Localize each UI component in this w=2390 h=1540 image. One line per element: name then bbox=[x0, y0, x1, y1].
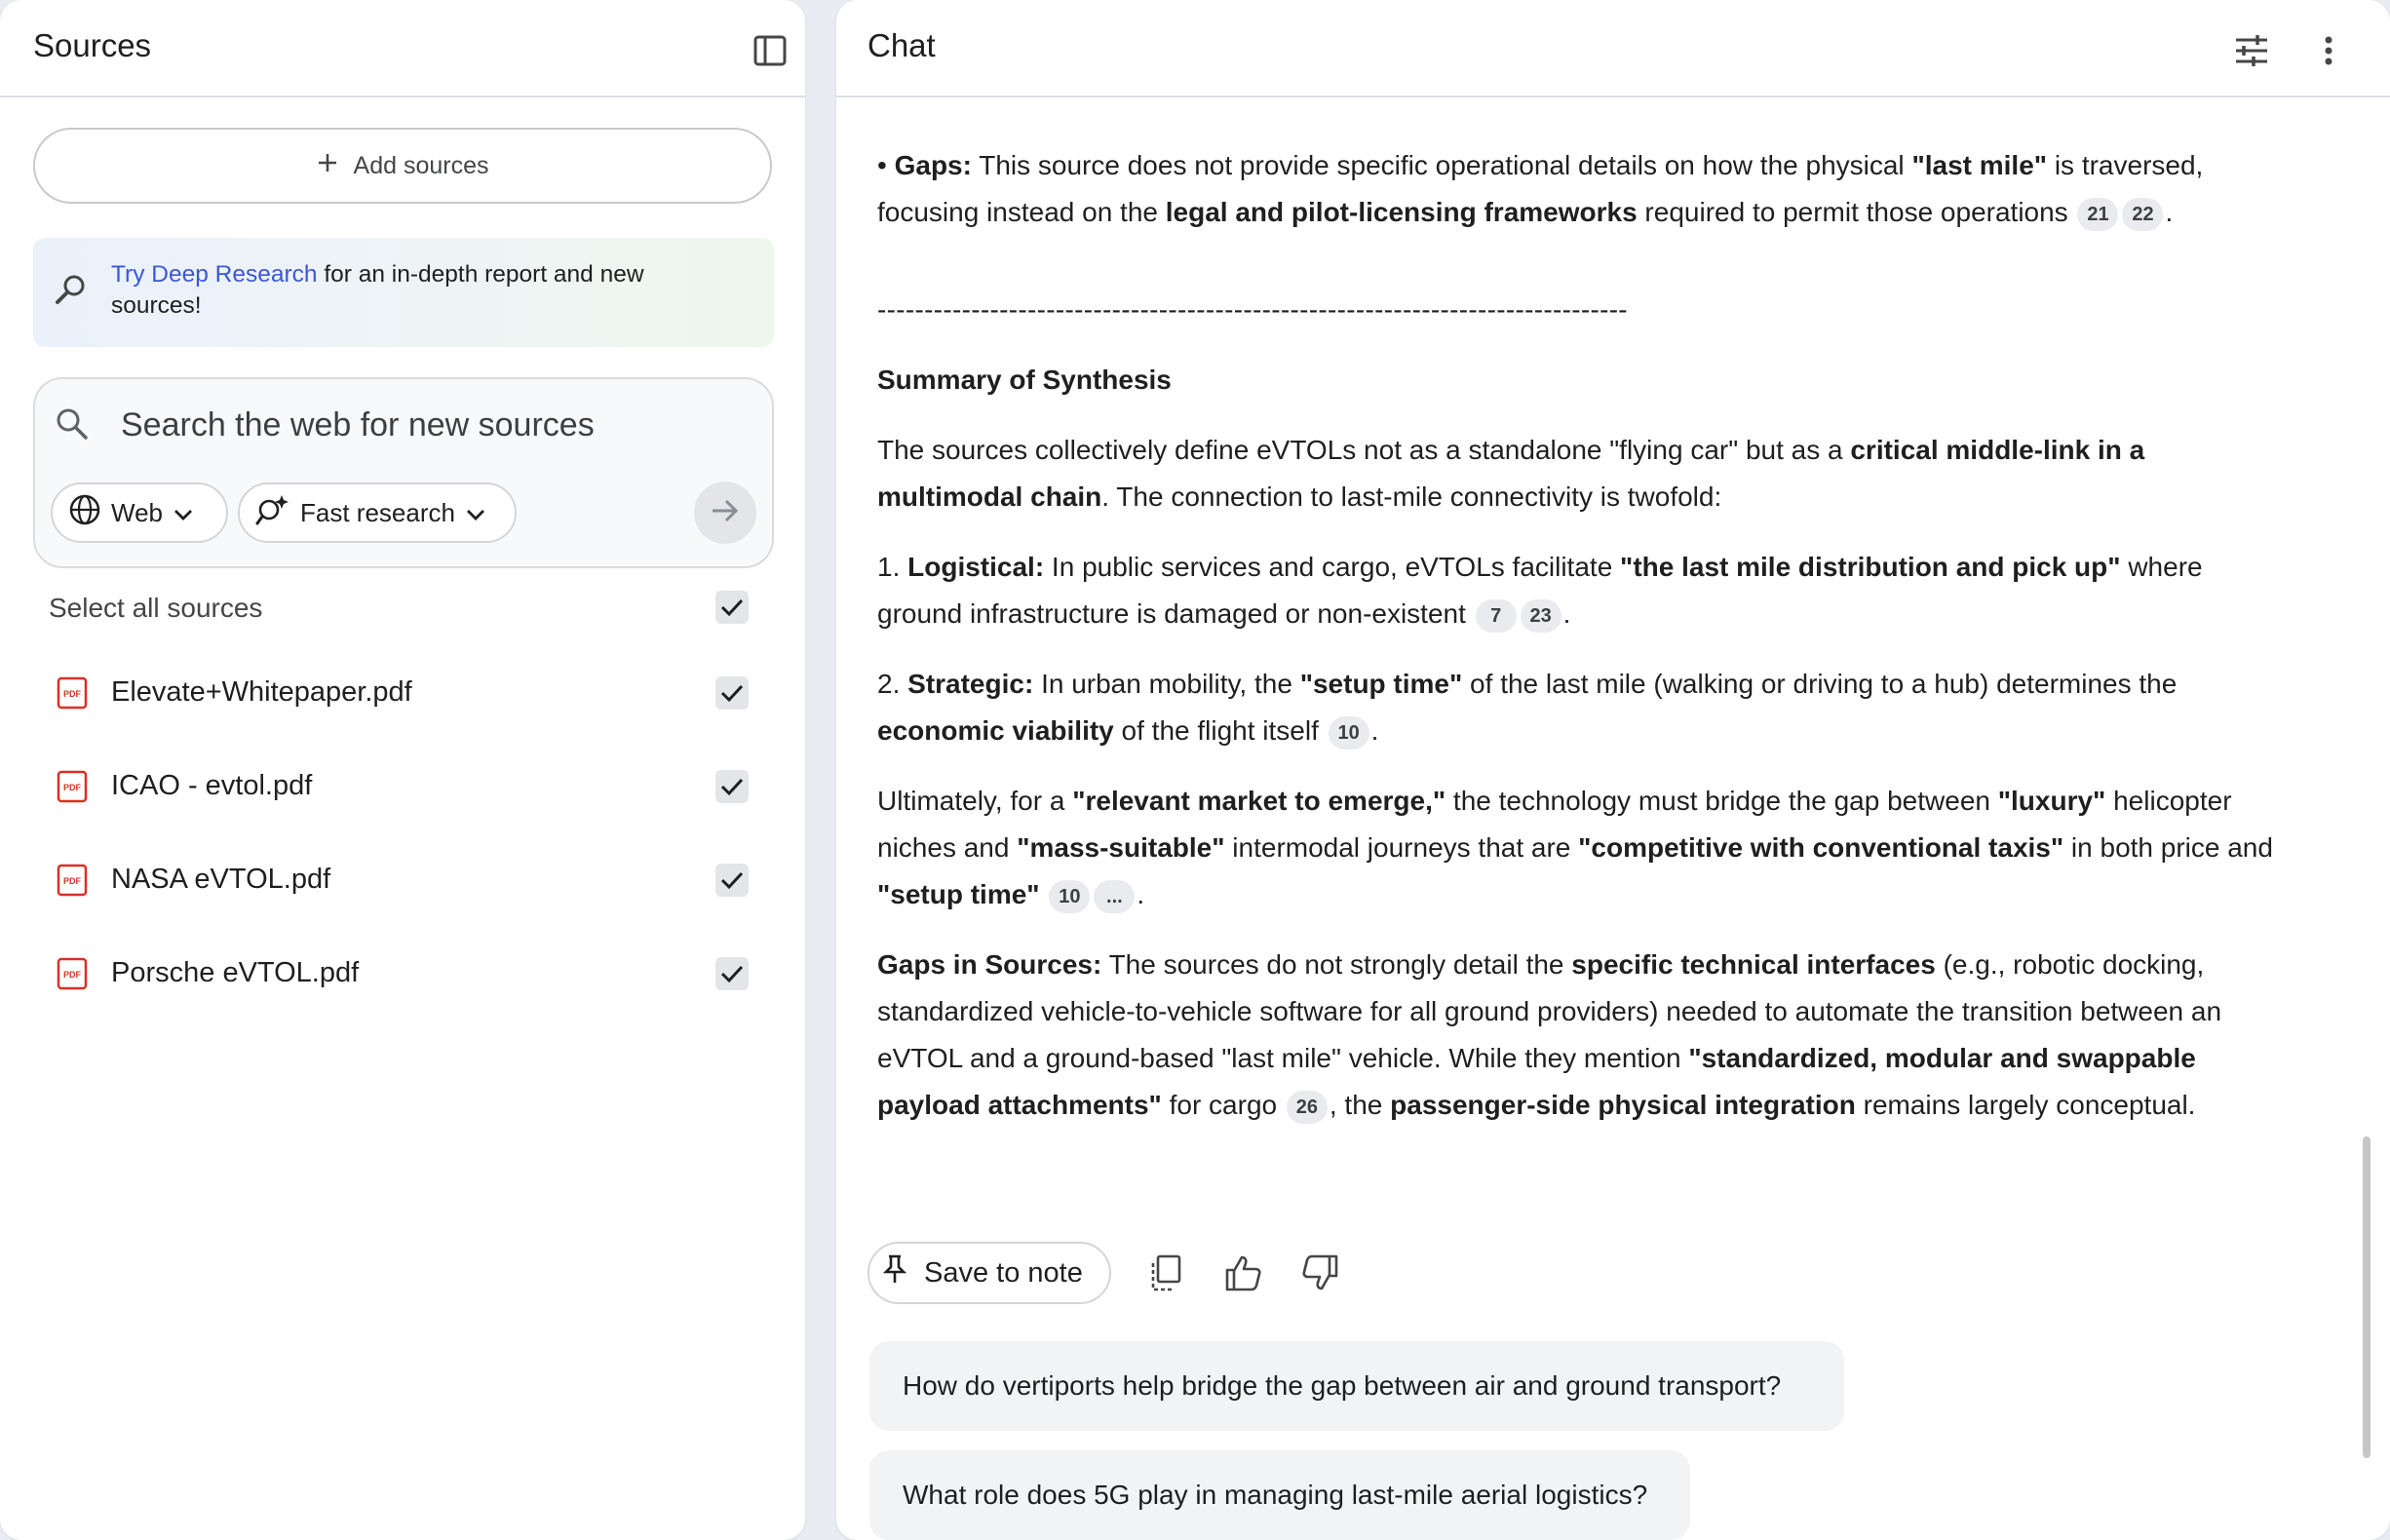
citation-chip[interactable]: ... bbox=[1094, 880, 1135, 913]
suggested-question-text: What role does 5G play in managing last-mile aerial logistics? bbox=[903, 1480, 1648, 1510]
sources-header bbox=[0, 0, 805, 97]
response-actions bbox=[867, 1242, 1452, 1304]
thumbs-down-icon[interactable] bbox=[1300, 1253, 1339, 1297]
chat-header bbox=[836, 0, 2390, 97]
source-item[interactable] bbox=[33, 756, 774, 817]
more-options-icon[interactable] bbox=[2314, 29, 2343, 72]
check-icon bbox=[720, 597, 744, 617]
source-name: ICAO - evtol.pdf bbox=[111, 770, 313, 801]
gaps-in-sources-paragraph: Gaps in Sources: The sources do not strongly detail the specific technical interfaces (e.g., robotic docking, standardized vehicle-to-vehicle software for all ground providers) needed to automate the transition between an eVTOL and a ground-based "last mile" vehicle. While they mention "standardized, modular and swappable payload attachments" for cargo 26 , the passenger-side physical integration remains largely conceptual. bbox=[877, 942, 2281, 1129]
pdf-icon bbox=[57, 864, 88, 902]
citation-chip[interactable]: 7 bbox=[1476, 599, 1517, 633]
search-input[interactable]: Search the web for new sources bbox=[121, 406, 595, 443]
save-to-note-button[interactable] bbox=[867, 1242, 1111, 1304]
svg-text:PDF: PDF bbox=[63, 970, 81, 980]
source-checkbox[interactable] bbox=[715, 864, 749, 897]
citation-chip[interactable]: 23 bbox=[1521, 599, 1561, 633]
source-checkbox[interactable] bbox=[715, 957, 749, 990]
divider-line: -------------------------------------------------------------------------------- bbox=[877, 294, 1628, 325]
arrow-right-icon bbox=[711, 498, 740, 528]
search-icon bbox=[55, 406, 90, 446]
summary-heading: Summary of Synthesis bbox=[877, 365, 1172, 395]
source-name: Elevate+Whitepaper.pdf bbox=[111, 676, 412, 708]
check-icon bbox=[720, 870, 744, 890]
check-icon bbox=[720, 964, 744, 983]
research-mode-dropdown[interactable] bbox=[238, 482, 517, 543]
svg-text:PDF: PDF bbox=[63, 689, 81, 699]
tune-settings-icon[interactable] bbox=[2230, 29, 2273, 72]
select-all-row[interactable] bbox=[33, 581, 774, 635]
chat-panel bbox=[836, 0, 2390, 1540]
research-chip-label: Fast research bbox=[300, 497, 455, 527]
chevron-down-icon bbox=[465, 498, 486, 528]
thumbs-up-icon[interactable] bbox=[1224, 1253, 1263, 1297]
pdf-icon bbox=[57, 770, 88, 808]
deep-research-banner bbox=[33, 238, 774, 347]
collapse-panel-icon[interactable] bbox=[751, 31, 790, 70]
web-search-box bbox=[33, 377, 774, 568]
citation-chip[interactable]: 26 bbox=[1287, 1091, 1328, 1124]
source-checkbox[interactable] bbox=[715, 676, 749, 710]
source-item[interactable] bbox=[33, 663, 774, 723]
suggested-question[interactable] bbox=[869, 1450, 1690, 1540]
pin-icon bbox=[883, 1253, 906, 1292]
citation-chip[interactable]: 10 bbox=[1049, 880, 1090, 913]
web-chip-label: Web bbox=[111, 497, 163, 527]
source-item[interactable] bbox=[33, 850, 774, 910]
source-checkbox[interactable] bbox=[715, 770, 749, 803]
check-icon bbox=[720, 683, 744, 703]
pdf-icon bbox=[57, 676, 88, 714]
save-to-note-label: Save to note bbox=[924, 1256, 1083, 1289]
deep-research-text: for an in-depth report and new sources! bbox=[111, 261, 644, 319]
globe-icon bbox=[68, 493, 101, 533]
deep-research-link[interactable]: Try Deep Research bbox=[111, 261, 318, 288]
suggested-question[interactable] bbox=[869, 1341, 1844, 1431]
source-name: NASA eVTOL.pdf bbox=[111, 864, 331, 895]
strategic-paragraph: 2. Strategic: In urban mobility, the "setup time" of the last mile (walking or driving to a hub) determines the economic viability of the flight itself 10 . bbox=[877, 661, 2281, 754]
chevron-down-icon bbox=[173, 498, 194, 528]
copy-icon[interactable] bbox=[1148, 1253, 1185, 1297]
suggested-question-text: How do vertiports help bridge the gap between air and ground transport? bbox=[903, 1370, 1782, 1401]
check-icon bbox=[720, 777, 744, 796]
web-source-dropdown[interactable] bbox=[51, 482, 228, 543]
source-name: Porsche eVTOL.pdf bbox=[111, 957, 360, 988]
pdf-icon bbox=[57, 957, 88, 995]
logistical-paragraph: 1. Logistical: In public services and cargo, eVTOLs facilitate "the last mile distribution and pick up" where ground infrastructure is damaged or non-existent 7 23 . bbox=[877, 544, 2281, 637]
magnifier-icon bbox=[55, 273, 88, 315]
summary-paragraph: The sources collectively define eVTOLs not as a standalone "flying car" but as a critical middle-link in a multimodal chain. The connection to last-mile connectivity is twofold: bbox=[877, 435, 2145, 512]
search-submit-button[interactable] bbox=[694, 481, 756, 544]
plus-icon bbox=[317, 152, 338, 180]
citation-chip[interactable]: 21 bbox=[2077, 198, 2118, 231]
chat-scrollbar[interactable] bbox=[2363, 1136, 2371, 1458]
source-item[interactable] bbox=[33, 943, 774, 1004]
citation-chip[interactable]: 10 bbox=[1329, 716, 1369, 750]
sources-title: Sources bbox=[33, 27, 152, 63]
ultimately-paragraph: Ultimately, for a "relevant market to emerge," the technology must bridge the gap between "luxury" helicopter niches and "mass-suitable" intermodal journeys that are "competitive with conventional taxis" in both price and "setup time" 10 ... . bbox=[877, 778, 2281, 918]
chat-title: Chat bbox=[867, 27, 936, 63]
gaps-paragraph: • Gaps: This source does not provide specific operational details on how the physical "last mile" is traversed, focusing instead on the legal and pilot-licensing frameworks required to permit those operations 21 22 . bbox=[877, 142, 2281, 236]
add-sources-label: Add sources bbox=[353, 151, 489, 179]
add-sources-button[interactable] bbox=[33, 128, 772, 204]
select-all-label: Select all sources bbox=[49, 593, 263, 623]
sources-panel bbox=[0, 0, 805, 1540]
svg-text:PDF: PDF bbox=[63, 783, 81, 792]
chat-response bbox=[877, 142, 2281, 1129]
select-all-checkbox[interactable] bbox=[715, 591, 749, 624]
svg-text:PDF: PDF bbox=[63, 876, 81, 886]
citation-chip[interactable]: 22 bbox=[2122, 198, 2163, 231]
sparkle-search-icon bbox=[255, 492, 290, 534]
